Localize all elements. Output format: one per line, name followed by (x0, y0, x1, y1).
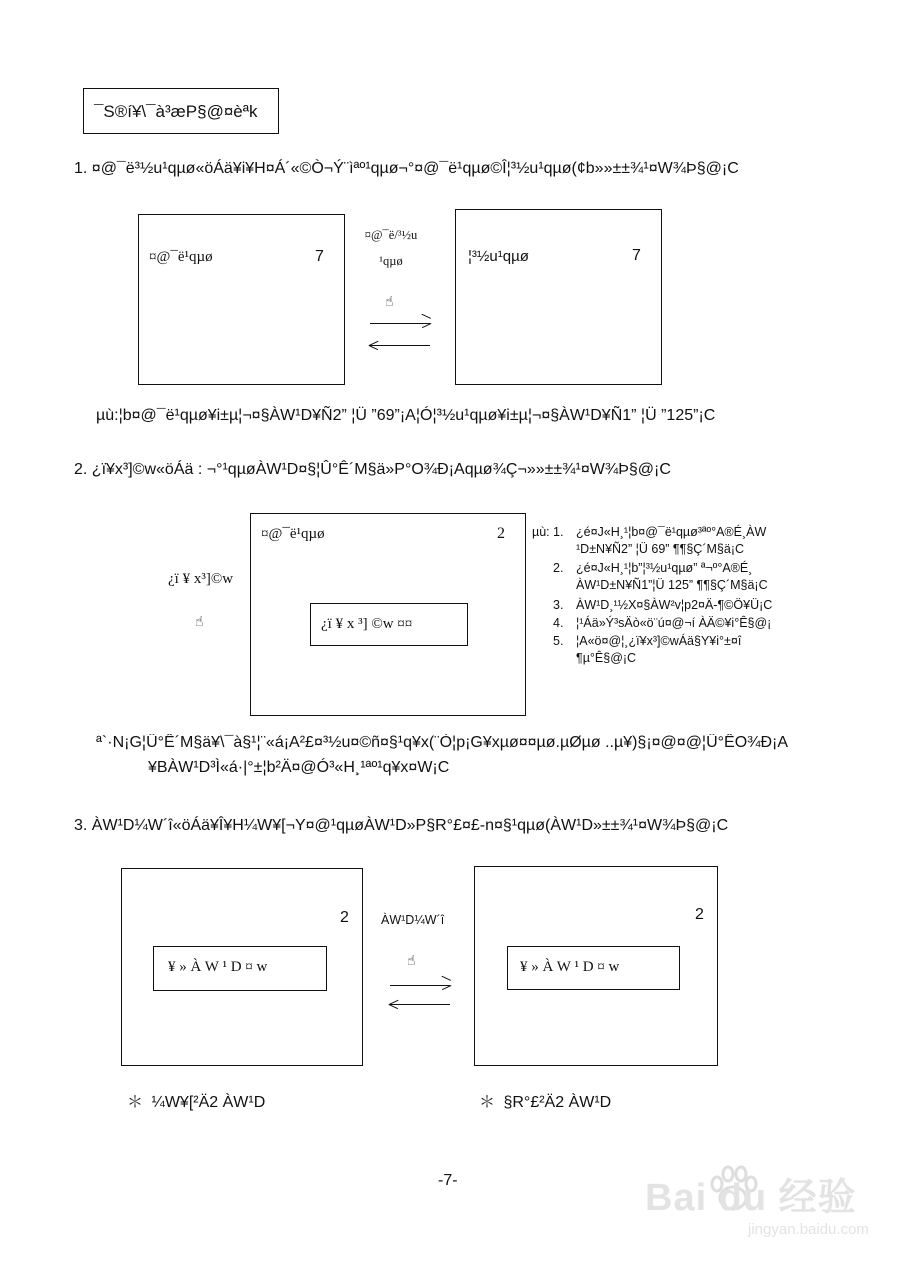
section3-heading: 3. ÀW¹D¼W´î«öÁä¥Î¥H¼W¥[¬Y¤@¹qµøÀW¹D»P§R°£¤£-n¤§¹qµø(ÀW¹D»±±¾¹¤W¾Þ§@¡C (74, 817, 729, 834)
channel-number: 7 (632, 247, 641, 264)
preset-channel-text: ¥ » À W ¹ D ¤ w (168, 959, 268, 975)
channel-number: 2 (497, 525, 505, 542)
asterisk-icon: ＊ (479, 1094, 496, 1111)
watermark-logo (645, 1160, 895, 1220)
asterisk-icon: ＊ (127, 1094, 144, 1111)
section1-note: µù:¦b¤@¯ë¹qµø¥i±µ¦¬¤§ÀW¹D¥Ñ2” ¦Ü ”69”¡A¦Ó¦³½u¹qµø¥i±µ¦¬¤§ÀW¹D¥Ñ1” ¦Ü ”125”¡C (96, 407, 716, 424)
caption-text: ¼W¥[²Ä2 ÀW¹D (151, 1094, 266, 1111)
arrow-left-icon (370, 345, 430, 346)
tv-screen-delete (474, 866, 718, 1066)
tv-screen-scan (250, 513, 526, 716)
scan-status-text: ¿ï ¥ x ³] ©w ¤¤ (321, 616, 413, 632)
notes-prefix: µù: (532, 525, 550, 539)
section2-heading: 2. ¿ï¥x³]©w«öÁä : ¬°¹qµøÀW¹D¤§¦Û°Ê´M§ä»P°O¾Ð¡Aqµø¾Ç¬»»±±¾¹¤W¾Þ§@¡C (74, 461, 671, 478)
note-item (532, 524, 802, 560)
press-hand-icon: ☝ (407, 952, 416, 968)
tv-screen-normal (138, 214, 345, 385)
preset-channel-box (507, 946, 680, 990)
arrow-left-icon (390, 1004, 450, 1005)
normal-tv-label: ¤@¯ë¹qµø (149, 249, 213, 265)
title-text: ¯S®í¥\¯à³æP§@¤èªk (94, 102, 258, 121)
section2-notes (532, 524, 802, 669)
normal-tv-label: ¤@¯ë¹qµø (261, 526, 325, 542)
channel-number: 2 (340, 909, 349, 926)
title-box (83, 88, 279, 134)
note-num: 3. (553, 598, 564, 612)
note-num: 4. (553, 616, 564, 630)
note-item (532, 560, 802, 597)
channel-add-delete-label: ÀW¹D¼W´î (381, 913, 445, 927)
caption-text: §R°£²Ä2 ÀW¹D (503, 1094, 612, 1111)
page-number: -7- (438, 1172, 458, 1189)
note-text: ¿é¤J«H¸¹¦b¤@¯ë¹qµø³ªº°A®É¸ÀW (576, 525, 767, 539)
section2-remark (96, 734, 886, 777)
caption-delete-channel (479, 1089, 611, 1112)
note-text: ¹D±N¥Ñ2” ¦Ü 69” ¶¶§Ç´M§ä¡C (576, 542, 745, 556)
tv-screen-cable (455, 209, 662, 385)
note-item (532, 633, 802, 669)
note-text: ÀW¹D±N¥Ñ1”¦Ü 125” ¶¶§Ç´M§ä¡C (576, 578, 768, 592)
note-text: ÀW¹D¸¹½X¤§ÀW²v¦p2¤Ä-¶©Ö¥Ü¡C (576, 598, 773, 612)
remark-line: ¥BÀW¹D³Ì«á·|°±¦b²Ä¤@Ó³«H¸¹ªº¹q¥x¤W¡C (148, 759, 450, 776)
note-num: 1. (553, 525, 564, 539)
note-item (532, 597, 802, 615)
note-text: ¶µ°Ê§@¡C (576, 651, 637, 665)
section1-heading: 1. ¤@¯ë³½u¹qµø«öÁä¥i¥H¤Á´«©Ò¬Ý¨ìªº¹qµø¬°¤@¯ë¹qµø©Î¦³½u¹qµø(¢b»»±±¾¹¤W¾Þ§@¡C (74, 160, 739, 177)
channel-number: 7 (315, 248, 324, 265)
watermark-url: jingyan.baidu.com (748, 1221, 869, 1238)
note-item (532, 615, 802, 633)
note-num: 5. (553, 634, 564, 648)
note-num: 2. (553, 561, 564, 575)
remark-line: ª`·N¡G¦Û°Ê´M§ä¥\¯à§¹¦¨«á¡A²£¤³½u¤©ñ¤§¹q¥x(¨Ò¦p¡G¥xµø¤¤µø.µØµø ..µ¥)§¡¤@¤@¦Û°ÊO¾Ð¡A (96, 734, 789, 751)
press-hand-icon: ☝ (195, 613, 204, 629)
note-text: ¿é¤J«H¸¹¦b”¦³½u¹qµø” ª¬º°A®É¸ (576, 561, 753, 575)
arrow-right-icon (390, 985, 450, 986)
tv-screen-add (121, 868, 363, 1066)
arrow-right-icon (370, 323, 430, 324)
tv-cable-toggle-label (356, 227, 426, 270)
channel-scan-side-label: ¿ï ¥ x³]©w (168, 571, 234, 587)
preset-channel-box (153, 946, 327, 991)
preset-channel-text: ¥ » À W ¹ D ¤ w (520, 959, 620, 975)
note-text: ¦A«ö¤@¦¸¿ï¥x³]©wÁä§Y¥i°±¤î (576, 634, 742, 648)
toggle-label-line2: ¹qµø (379, 254, 403, 269)
scan-status-box (310, 603, 468, 646)
toggle-label-line1: ¤@¯ë/³½u (364, 228, 418, 242)
press-hand-icon: ☝ (385, 293, 394, 309)
watermark-text: Bai du 经验 (645, 1177, 857, 1219)
channel-number: 2 (695, 906, 704, 923)
caption-add-channel (127, 1089, 265, 1112)
note-text: ¦¹Áä»Ý³sÄò«ö¨ú¤@¬í ÀÄ©¥i°Ê§@¡ (576, 616, 772, 630)
cable-tv-label: ¦³½u¹qµø (468, 248, 529, 265)
